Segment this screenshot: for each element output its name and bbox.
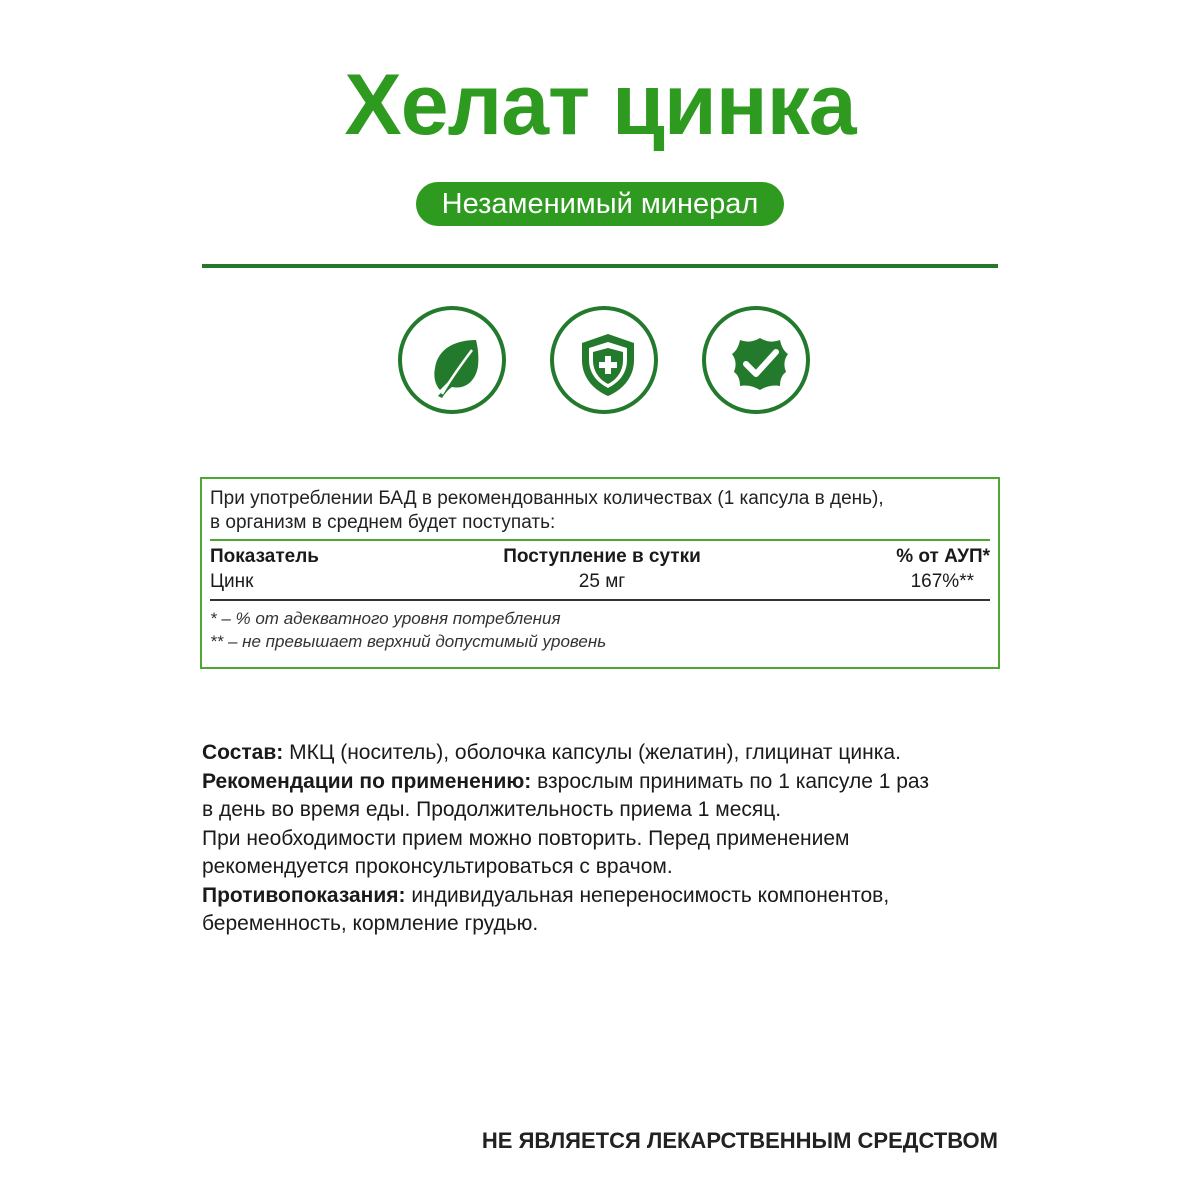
- leather-check-icon: [702, 306, 810, 414]
- usage-text: в день во время еды. Продолжительность приема 1 месяц.: [202, 798, 782, 821]
- usage: [202, 768, 1002, 797]
- composition: [202, 739, 1002, 768]
- table-divider: [210, 539, 990, 541]
- footnote: * – % от адекватного уровня потребления: [210, 609, 561, 628]
- product-info: [202, 739, 1002, 939]
- cell-percent: 167%**: [910, 571, 974, 592]
- header-percent: % от АУП*: [896, 546, 990, 567]
- divider: [202, 264, 998, 268]
- disclaimer: НЕ ЯВЛЯЕТСЯ ЛЕКАРСТВЕННЫМ СРЕДСТВОМ: [481, 1128, 998, 1153]
- usage-label: Рекомендации по применению:: [202, 769, 532, 793]
- header-indicator: Показатель: [210, 546, 319, 567]
- leaf-icon: [398, 306, 506, 414]
- product-title: Хелат цинка: [344, 57, 856, 153]
- header-daily-intake: Поступление в сутки: [503, 546, 701, 567]
- table-intro: [210, 487, 990, 535]
- table-intro-line: При употреблении БАД в рекомендованных количествах (1 капсула в день),: [210, 488, 884, 509]
- subtitle-badge: Незаменимый минерал: [416, 182, 784, 226]
- usage-text: взрослым принимать по 1 капсуле 1 раз: [531, 769, 929, 793]
- table-intro-line: в организм в среднем будет поступать:: [210, 512, 556, 533]
- contra-label: Противопоказания:: [202, 883, 406, 907]
- usage-text: рекомендуется проконсультироваться с врачом.: [202, 855, 673, 878]
- contra-text: беременность, кормление грудью.: [202, 912, 539, 935]
- composition-label: Состав:: [202, 741, 284, 764]
- contraindications: [202, 882, 1002, 911]
- contra-text: индивидуальная непереносимость компонентов,: [405, 883, 890, 907]
- table-divider: [210, 599, 990, 601]
- usage-text: При необходимости прием можно повторить. Перед применением: [202, 826, 850, 850]
- nutrition-table: [200, 477, 1000, 669]
- cell-amount: 25 мг: [578, 571, 626, 592]
- footnote: ** – не превышает верхний допустимый уровень: [210, 632, 607, 651]
- composition-text: МКЦ (носитель), оболочка капсулы (желатин), глицинат цинка.: [283, 741, 901, 764]
- shield-plus-icon: [550, 306, 658, 414]
- cell-name: Цинк: [210, 571, 254, 592]
